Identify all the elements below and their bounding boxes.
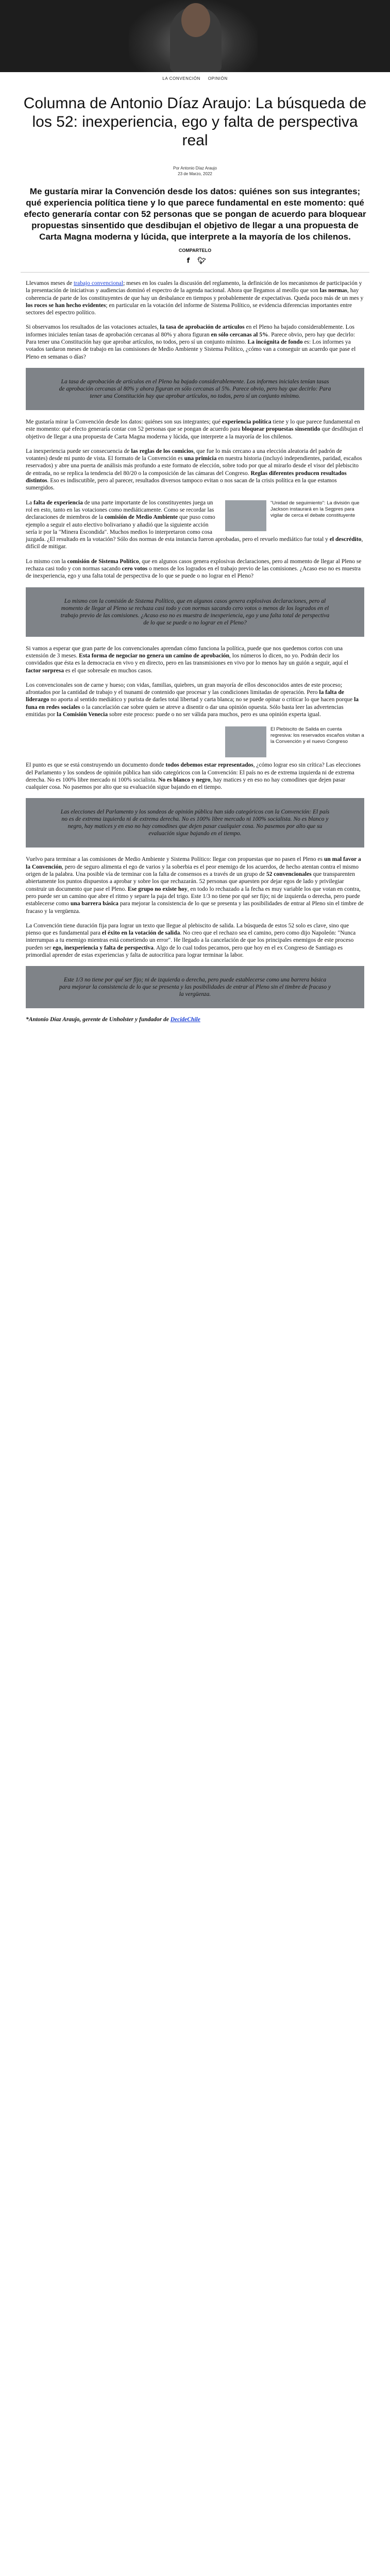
pull-quote: La tasa de aprobación de artículos en el Pleno ha bajado considerablemente. Los informes iniciales tenían tasas de aprobación cercanas al 80% y ahora figuran en sólo cercanas al 5%. Parece obvio, pero hay que decirlo: Para tener una Constitución hay que aprobar artículos, no todos, pero sí un conjunto mínimo.	[26, 368, 364, 410]
author-photo-head	[181, 3, 210, 37]
paragraph: Los convencionales son de carne y hueso; con vidas, familias, quiebres, un gran mayoría de ellos desconocidos antes de este proceso; afrontados por la cantidad de trabajo y el tsunami de contenido que procesar y las condiciones limitadas de operación. Pero la falta de liderazgo no aporta al sentido mediático y purista de darles total libertad y carta blanca; no se puede opinar o criticar lo que hacen porque la funa en redes sociales o la cancelación cae sobre quien se atreve a disentir o dar una opinión opuesta. Sólo basta leer las advertencias emitidas por la Comisión Venecia sobre este proceso: puede o no ser válida para muchos, pero es una opinión experta igual.	[26, 682, 359, 718]
related-article-card[interactable]	[225, 726, 364, 757]
publish-date: 23 de Marzo, 2022	[178, 172, 212, 176]
pull-quote: Este 1/3 no tiene por qué ser fijo; ni de izquierda o derecha, pero puede establecerse como una barrera básica para mejorar la consistencia de lo que se presenta y las posibilidades de entrar al Pleno sin el timbre de fracaso y la vergüenza.	[26, 966, 364, 1008]
share-label: COMPARTELO	[178, 248, 212, 253]
related-article-thumbnail	[225, 500, 266, 531]
related-article-thumbnail	[225, 726, 266, 757]
paragraph: Vuelvo para terminar a las comisiones de Medio Ambiente y Sistema Político: llegar con propuestas que no pasen el Pleno es un mal favor a la Convención, pero de seguro alimenta el ego de varios y la soberbia es el peor enemigo de los acuerdos, de hecho atentan contra el mismo origen de la palabra. Una posible vía de terminar con la falta de consensos es a través de un grupo de 52 convencionales que transparenten abiertamente los puntos dispuestos a aprobar y sobre los que rechazarán. 52 personas que apuesten por dejar egos de lado y privilegiar construir un documento que pase el Pleno. Ese grupo no existe hoy, en todo lo rechazado a la fecha es muy variable los que votan en contra, pero puede ser un camino que abre el ritmo y separe la paja del trigo. Este 1/3 no tiene por qué ser fijo; ni de izquierda o derecha, pero puede establecerse como una barrera básica para mejorar la consistencia de lo que se presenta y las posibilidades de entrar al Pleno sin el timbre de fracaso y la vergüenza.	[26, 856, 364, 914]
author-footnote: *Antonio Díaz Araujo, gerente de Unholster y fundador de DecideChile	[26, 1016, 200, 1023]
twitter-icon[interactable]: 🐦︎	[197, 257, 206, 265]
decidechile-link[interactable]: DecideChile	[170, 1016, 200, 1023]
share-icons	[0, 257, 390, 265]
pull-quote: Lo mismo con la comisión de Sistema Político, que en algunos casos genera explosivas declaraciones, pero al momento de llegar al Pleno se rechaza casi todo y con normas sacando cero votos o menos de los logrados en el trabajo previo de las comisiones. ¿Acaso eso no es muestra de inexperiencia, ego y una falta total de perspectiva de lo que se puede o no lograr en el Pleno?	[26, 587, 364, 637]
article-title: Columna de Antonio Díaz Araujo: La búsqueda de los 52: inexperiencia, ego y falta de perspectiva real	[23, 95, 367, 149]
category-convencion[interactable]: LA CONVENCIÓN	[162, 76, 200, 81]
paragraph: El punto es que se está construyendo un documento donde todos debemos estar representados, ¿cómo lograr eso sin crítica? Las elecciones del Parlamento y los sondeos de opinión pública han sido categóricos con la Convención: El país no es de extrema izquierda ni de extrema derecha. No es 100% libre mercado ni 100% socialista. No es blanco y negro, hay matices y en eso no hay comodines que dejen pasar cualquier cosa. No pasemos por alto que su evaluación sigue bajando en el tiempo.	[26, 762, 361, 791]
related-article-caption: "Unidad de seguimiento": La división que Jackson instaurará en la Segpres para vigilar de cerca el debate constituyente	[270, 500, 360, 518]
paragraph: Si observamos los resultados de las votaciones actuales, la tasa de aprobación de artículos en el Pleno ha bajado considerablemente. Los informes iniciales tenían tasas de aprobación cercanas al 80% y ahora figuran en sólo cercanas al 5%. Parece obvio, pero hay que decirlo: Para tener una Constitución hay que aprobar artículos, no todos, pero sí un conjunto mínimo. La incógnita de fondo es: Los informes ya votados tardaron meses de trabajo en las comisiones de Medio Ambiente y Sistema Político, ¿cómo van a conseguir un acuerdo que pase el Pleno en semanas o días?	[26, 324, 356, 360]
paragraph: La Convención tiene duración fija para lograr un texto que llegue al plebiscito de salida. La búsqueda de estos 52 solo es clave, sino que pienso que es fundamental para el éxito en la votación de salida. No creo que el rechazo sea el camino, pero como dijo Napoleón: "Nunca interrumpas a tu enemigo mientras está cometiendo un error". He llegado a la cancelación de que los principales enemigos de este proceso pueden ser ego, inexperiencia y falta de perspectiva. Algo de lo cual todos pecamos, pero que hoy en el ex Congreso de Santiago es primordial aprender de estas experiencias y falta de autocrítica para lograr terminar la labor.	[26, 922, 356, 959]
category-tags	[0, 76, 390, 81]
trabajo-convencional-link[interactable]: trabajo convencional	[73, 280, 124, 286]
paragraph: Si vamos a esperar que gran parte de los convencionales aprendan cómo funciona la política, puede que nos quedemos cortos con una extensión de 3 meses. Esta forma de negociar no genera un camino de aprobación, los números lo dicen, no yo. Podrán decir los convidados que ésta es la democracia en vivo y en directo, pero en las transmisiones en vivo por lo menos hay un guión a seguir, aquí el factor sorpresa es el que sobresale en muchos casos.	[26, 645, 349, 674]
paragraph: La falta de experiencia de una parte importante de los constituyentes juega un rol en esto, tanto en las votaciones como mediáticamente. Como se recordar las declaraciones de miembros de la comisión de Medio Ambiente que puso como ejemplo a seguir el auto electivo bolivariano y añadió que la siguiente acción sería ir por la "Minera Escondida". Muchos medios lo interpretaron como cosa juzgada. ¿El resultado en la votación? Sólo dos normas de esta instancia fueron aprobadas, pero el revuelo mediático fue total y el descrédito, difícil de mitigar.	[26, 499, 363, 550]
paragraph: Lo mismo con la comisión de Sistema Político, que en algunos casos genera explosivas declaraciones, pero al momento de llegar al Pleno se rechaza casi todo y con normas sacando cero votos o menos de los logrados en el trabajo previo de las comisiones. ¿Acaso eso no es muestra de inexperiencia, ego y una falta total de perspectiva de lo que se puede o no lograr en el Pleno?	[26, 558, 362, 580]
facebook-icon[interactable]: f	[186, 257, 190, 265]
article-lead: Me gustaría mirar la Convención desde los datos: quiénes son sus integrantes; qué experiencia política tiene y lo que parece fundamental en este momento: qué efecto generaría contar con 52 personas que se pongan de acuerdo para bloquear propuestas sinsentido que desdibujan el objetivo de llegar a una propuesta de Carta Magna moderna y lúcida, que interprete a la mayoría de los chilenos.	[24, 187, 366, 242]
paragraph: La inexperiencia puede ser consecuencia de las reglas de los comicios, que fue lo más cercano a una elección aleatoria del padrón de votantes) desde mi punto de vista. El formato de la Convención es una primicia en nuestra historia (incluyó independientes, paridad, escaños reservados) y abre una puerta de análisis más profundo a este formato de elección, sobre todo por que al mirarlo desde el visor del plebiscito de entrada, no se replica la tendencia del 80/20 o la composición de las cámaras del Congreso. Reglas diferentes producen resultados distintos. Eso es indiscutible, pero al parecer, resultados diversos tampoco evitan o nos sacan de la crisis política en la que estamos sumergidos.	[26, 448, 362, 492]
related-article-card[interactable]	[225, 500, 364, 531]
category-opinion[interactable]: OPINIÓN	[208, 76, 228, 81]
hero-image	[0, 0, 390, 72]
paragraph: Llevamos meses de trabajo convencional; meses en los cuales la discusión del reglamento, la definición de los mecanismos de participación y la presentación de iniciativas y audiencias dominó el espectro de la agenda nacional. Ahora que llegamos al meollo que son las normas, hay coherencia de parte de los constituyentes de que hay un desbalance en tiempos y probablemente de expectativas. Queda poco más de un mes y los roces se han hecho evidentes; en particular en la votación del informe de Sistema Político, se evidencia diferencias importantes entre sectores del espectro político.	[26, 280, 364, 316]
article-body	[0, 273, 390, 1008]
byline	[0, 165, 390, 177]
paragraph: Me gustaría mirar la Convención desde los datos: quiénes son sus integrantes; qué experiencia política tiene y lo que parece fundamental en este momento: qué efecto generaría contar con 52 personas que se pongan de acuerdo para bloquear propuestas sinsentido que desdibujan el objetivo de llegar a una propuesta de Carta Magna moderna y lúcida, que interprete a la mayoría de los chilenos.	[26, 418, 363, 440]
pull-quote: Las elecciones del Parlamento y los sondeos de opinión pública han sido categóricos con la Convención: El país no es de extrema izquierda ni de extrema derecha. No es 100% libre mercado ni 100% socialista. No es blanco y negro, hay matices y en eso no hay comodines que dejen pasar cualquier cosa. No pasemos por alto que su evaluación sigue bajando en el tiempo.	[26, 798, 364, 848]
related-article-caption: El Plebiscito de Salida en cuenta regresiva: los reservados escaños visitan a la Convención y el nuevo Congreso	[270, 726, 364, 745]
author-name: Por Antonio Díaz Araujo	[173, 166, 217, 171]
